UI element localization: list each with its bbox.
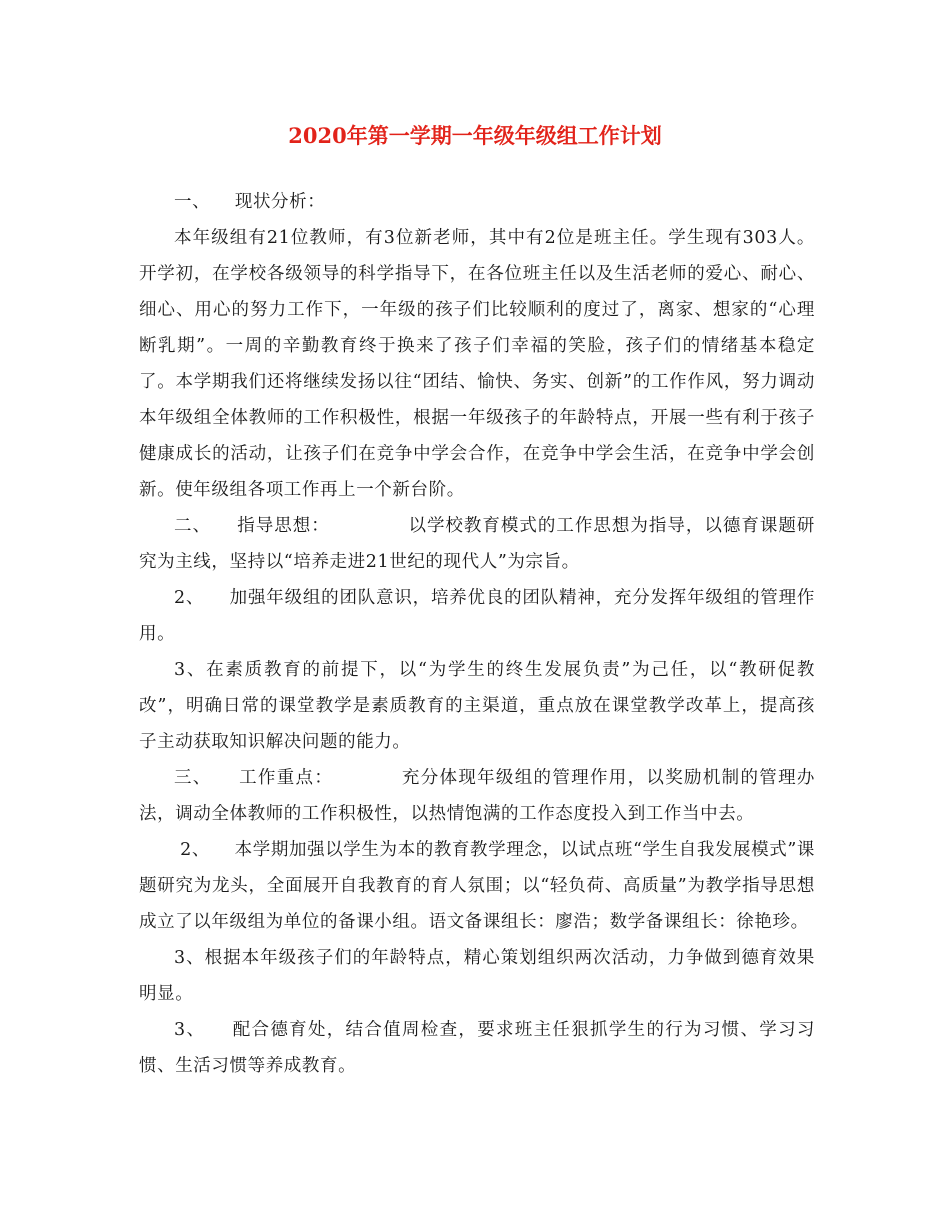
- section-guiding-ideology: 二、 指导思想： 以学校教育模式的工作思想为指导，以德育课题研究为主线，坚持以“培养走进21世纪的现代人”为宗旨。: [139, 516, 815, 572]
- paragraph-moral-education: 3、 配合德育处，结合值周检查，要求班主任狠抓学生的行为习惯、学习习惯、生活习惯等养成教育。: [139, 1020, 815, 1076]
- document-title: 2020年第一学期一年级年级组工作计划: [288, 123, 662, 148]
- section-heading-status: 一、 现状分析：: [174, 192, 326, 212]
- paragraph-quality-education: 3、在素质教育的前提下，以“为学生的终生发展负责”为己任，以“教研促教改”，明确日常的课堂教学是素质教育的主渠道，重点放在课堂教学改革上，提高孩子主动获取知识解决问题的能力。: [139, 660, 815, 752]
- paragraph-status-analysis: 本年级组有21位教师，有3位新老师，其中有2位是班主任。学生现有303人。开学初，在学校各级领导的科学指导下，在各位班主任以及生活老师的爱心、耐心、细心、用心的努力工作下，一年级的孩子们比较顺利的度过了，离家、想家的“心理断乳期”。一周的辛勤教育终于换来了孩子们幸福的笑脸，孩子们的情绪基本稳定了。本学期我们还将继续发扬以往“团结、愉快、务实、创新”的工作作风，努力调动本年级组全体教师的工作积极性，根据一年级孩子的年龄特点，开展一些有利于孩子健康成长的活动，让孩子们在竞争中学会合作，在竞争中学会生活，在竞争中学会创新。使年级组各项工作再上一个新台阶。: [139, 228, 815, 500]
- document-body: [139, 184, 815, 1084]
- paragraph-team-awareness: 2、 加强年级组的团队意识，培养优良的团队精神，充分发挥年级组的管理作用。: [139, 588, 815, 644]
- paragraph-teaching-concept: 2、 本学期加强以学生为本的教育教学理念，以试点班“学生自我发展模式”课题研究为龙头，全面展开自我教育的育人氛围；以“轻负荷、高质量”为教学指导思想成立了以年级组为单位的备课小组。语文备课组长：廖浩；数学备课组长：徐艳珍。: [139, 840, 815, 932]
- paragraph-activities: 3、根据本年级孩子们的年龄特点，精心策划组织两次活动，力争做到德育效果明显。: [139, 948, 815, 1004]
- section-work-focus: 三、 工作重点： 充分体现年级组的管理作用，以奖励机制的管理办法，调动全体教师的工作积极性，以热情饱满的工作态度投入到工作当中去。: [139, 768, 815, 824]
